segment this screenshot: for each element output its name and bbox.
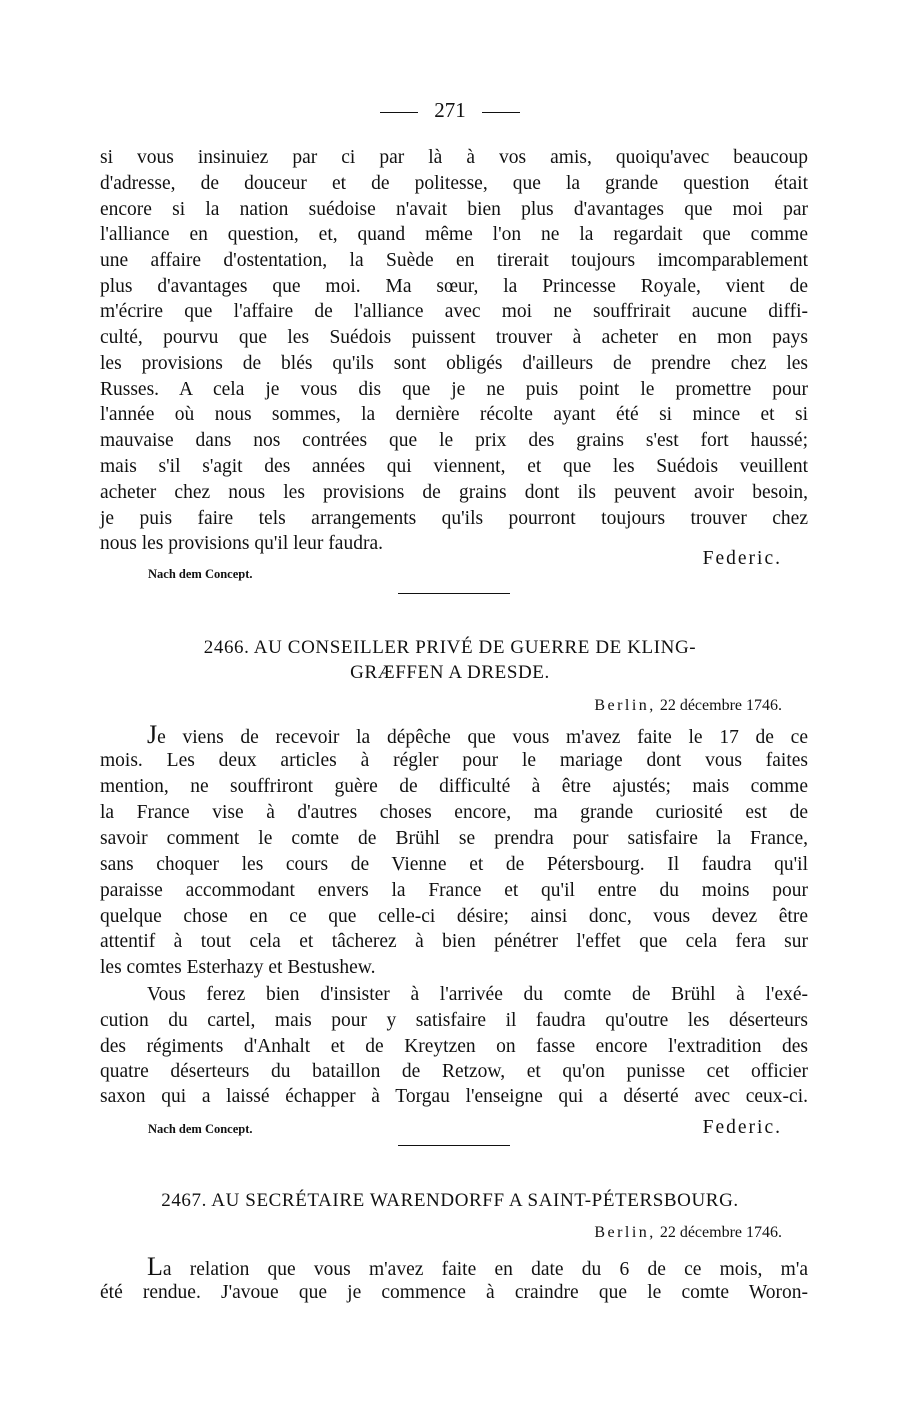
text-line: sans choquer les cours de Vienne et de Pétersbourg. Il faudra qu'il [100,854,808,875]
text-line: l'alliance en question, et, quand même l'on ne la regardait que comme [100,224,808,245]
initial-letter: L [147,1252,163,1281]
text-line: quelque chose en ce que celle-ci désire; ainsi donc, vous devez être [100,906,808,927]
text-line: attentif à tout cela et tâcherez à bien pénétrer l'effet que cela fera sur [100,931,808,952]
text-line: m'écrire que l'affaire de l'alliance avec moi ne souffrirait aucune diffi- [100,301,808,322]
initial-letter: J [147,720,158,749]
letter-heading: 2466. AU CONSEILLER PRIVÉ DE GUERRE DE KLING- [203,637,697,658]
text-line: si vous insinuiez par ci par là à vos amis, quoiqu'avec beaucoup [100,147,808,168]
signature: Federic. [702,1117,782,1138]
source-note: Nach dem Concept. [148,567,253,581]
text-line: mois. Les deux articles à régler pour le mariage dont vous faites [100,750,808,771]
text-line: acheter chez nous les provisions de grains dont ils peuvent avoir besoin, [100,482,808,503]
text-line: saxon qui a laissé échapper à Torgau l'enseigne qui a déserté avec ceux-ci. [100,1086,808,1107]
text-line: Vous ferez bien d'insister à l'arrivée du comte de Brühl à l'exé- [147,984,808,1005]
text-line: la France vise à d'autres choses encore, ma grande curiosité est de [100,802,808,823]
dateline [594,1224,782,1242]
dateline-date: 22 décembre 1746. [659,697,782,714]
source-note: Nach dem Concept. [148,1122,253,1136]
text-line: mauvaise dans nos contrées que le prix des grains s'est fort haussé; [100,430,808,451]
text-line: d'adresse, de douceur et de politesse, que la grande question était [100,173,808,194]
text-line: les comtes Esterhazy et Bestushew. [100,957,376,978]
section-separator [398,1145,510,1146]
text-line: plus d'avantages que moi. Ma sœur, la Princesse Royale, vient de [100,276,808,297]
dateline-date: 22 décembre 1746. [659,1224,782,1241]
text-line: nous les provisions qu'il leur faudra. [100,533,383,554]
text-line: savoir comment le comte de Brühl se prendra pour satisfaire la France, [100,828,808,849]
page-number [0,97,900,123]
text-line: une affaire d'ostentation, la Suède en tirerait toujours imcomparablement [100,250,808,271]
section-separator [398,593,510,594]
page-number-rule-left [380,112,418,113]
text-line-rest: a relation que vous m'avez faite en date du 6 de ce mois, m'a [162,1259,808,1280]
text-line: mention, ne souffriront guère de difficulté à être ajustés; mais comme [100,776,808,797]
text-line-first [147,722,808,748]
text-line: cution du cartel, mais pour y satisfaire il faudra qu'outre les déserteurs [100,1010,808,1031]
dateline-city: Berlin, [594,697,656,714]
text-line: quatre déserteurs du bataillon de Retzow, et qu'on punisse cet officier [100,1061,808,1082]
text-line: mais s'il s'agit des années qui viennent, et que les Suédois veuillent [100,456,808,477]
text-line: culté, pourvu que les Suédois puissent trouver à acheter en mon pays [100,327,808,348]
page-number-rule-right [482,112,520,113]
text-line: paraisse accommodant envers la France et qu'il entre du moins pour [100,880,808,901]
text-line-rest: e viens de recevoir la dépêche que vous m'avez faite le 17 de ce [157,727,808,748]
text-line: les provisions de blés qu'ils sont obligés d'ailleurs de prendre chez les [100,353,808,374]
text-line-first [147,1254,808,1280]
dateline-city: Berlin, [594,1224,656,1241]
letter-heading: 2467. AU SECRÉTAIRE WARENDORFF A SAINT-PÉTERSBOURG. [161,1190,739,1211]
page-number-text: 271 [434,98,466,122]
text-line: je puis faire tels arrangements qu'ils pourront toujours trouver chez [100,508,808,529]
text-line: été rendue. J'avoue que je commence à craindre que le comte Woron- [100,1282,808,1303]
letter-heading-continued: GRÆFFEN A DRESDE. [350,662,550,683]
text-line: encore si la nation suédoise n'avait bien plus d'avantages que moi par [100,199,808,220]
signature: Federic. [702,548,782,569]
text-line: des régiments d'Anhalt et de Kreytzen on fasse encore l'extradition des [100,1036,808,1057]
text-line: l'année où nous sommes, la dernière récolte ayant été si mince et si [100,404,808,425]
text-line: Russes. A cela je vous dis que je ne puis point le promettre pour [100,379,808,400]
dateline [594,697,782,715]
